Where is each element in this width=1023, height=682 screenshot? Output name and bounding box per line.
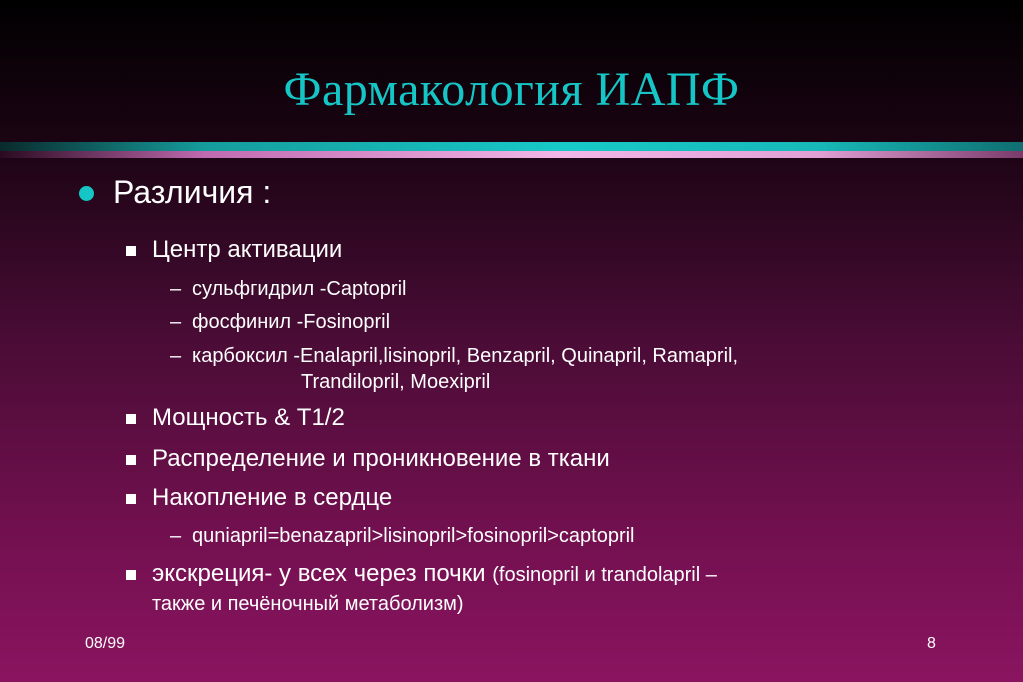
sub-item-phosphinyl-text: фосфинил -Fosinopril <box>192 311 391 333</box>
item-excretion-main: экскреция- у всех через почки <box>152 560 486 587</box>
item-distribution: Распределение и проникновение в ткани <box>152 445 610 472</box>
sub-item-carboxyl-cont: Trandilopril, Moexipril <box>301 371 491 393</box>
item-accumulation: Накопление в сердце <box>152 484 393 511</box>
divider-teal-band <box>0 142 1023 151</box>
square-bullet-icon <box>126 455 136 465</box>
square-bullet-icon <box>126 414 136 424</box>
sub-item-carboxyl-text: карбоксил -Enalapril,lisinopril, Benzapril, Quinapril, Ramapril, <box>192 345 739 367</box>
dash-glyph: – <box>170 345 182 367</box>
item-excretion <box>152 559 717 590</box>
dash-glyph: – <box>170 278 182 300</box>
sub-item-sulfhydryl-text: сульфгидрил -Captopril <box>192 278 407 300</box>
sub-item-ranking <box>170 523 635 549</box>
page-number: 8 <box>927 635 936 652</box>
square-bullet-icon <box>126 494 136 504</box>
dash-glyph: – <box>170 525 182 547</box>
title-divider <box>0 142 1023 158</box>
sub-item-ranking-text: quniapril=benazapril>lisinopril>fosinopril>captopril <box>192 525 635 547</box>
sub-item-sulfhydryl <box>170 276 406 302</box>
item-activation-center: Центр активации <box>152 236 343 263</box>
item-excretion-cont: также и печёночный метаболизм) <box>152 593 464 615</box>
slide-title: Фармакология ИАПФ <box>283 63 740 116</box>
dash-glyph: – <box>170 311 182 333</box>
item-power: Мощность & T1/2 <box>152 404 345 431</box>
footer-date: 08/99 <box>85 635 126 652</box>
bullet-differences: Различия : <box>113 174 272 210</box>
square-bullet-icon <box>126 246 136 256</box>
bullet-dot-icon <box>79 186 94 201</box>
sub-item-carboxyl <box>170 343 738 369</box>
square-bullet-icon <box>126 570 136 580</box>
sub-item-phosphinyl <box>170 309 390 335</box>
divider-pink-band <box>0 151 1023 158</box>
item-excretion-note: (fosinopril и trandolapril – <box>492 564 717 586</box>
